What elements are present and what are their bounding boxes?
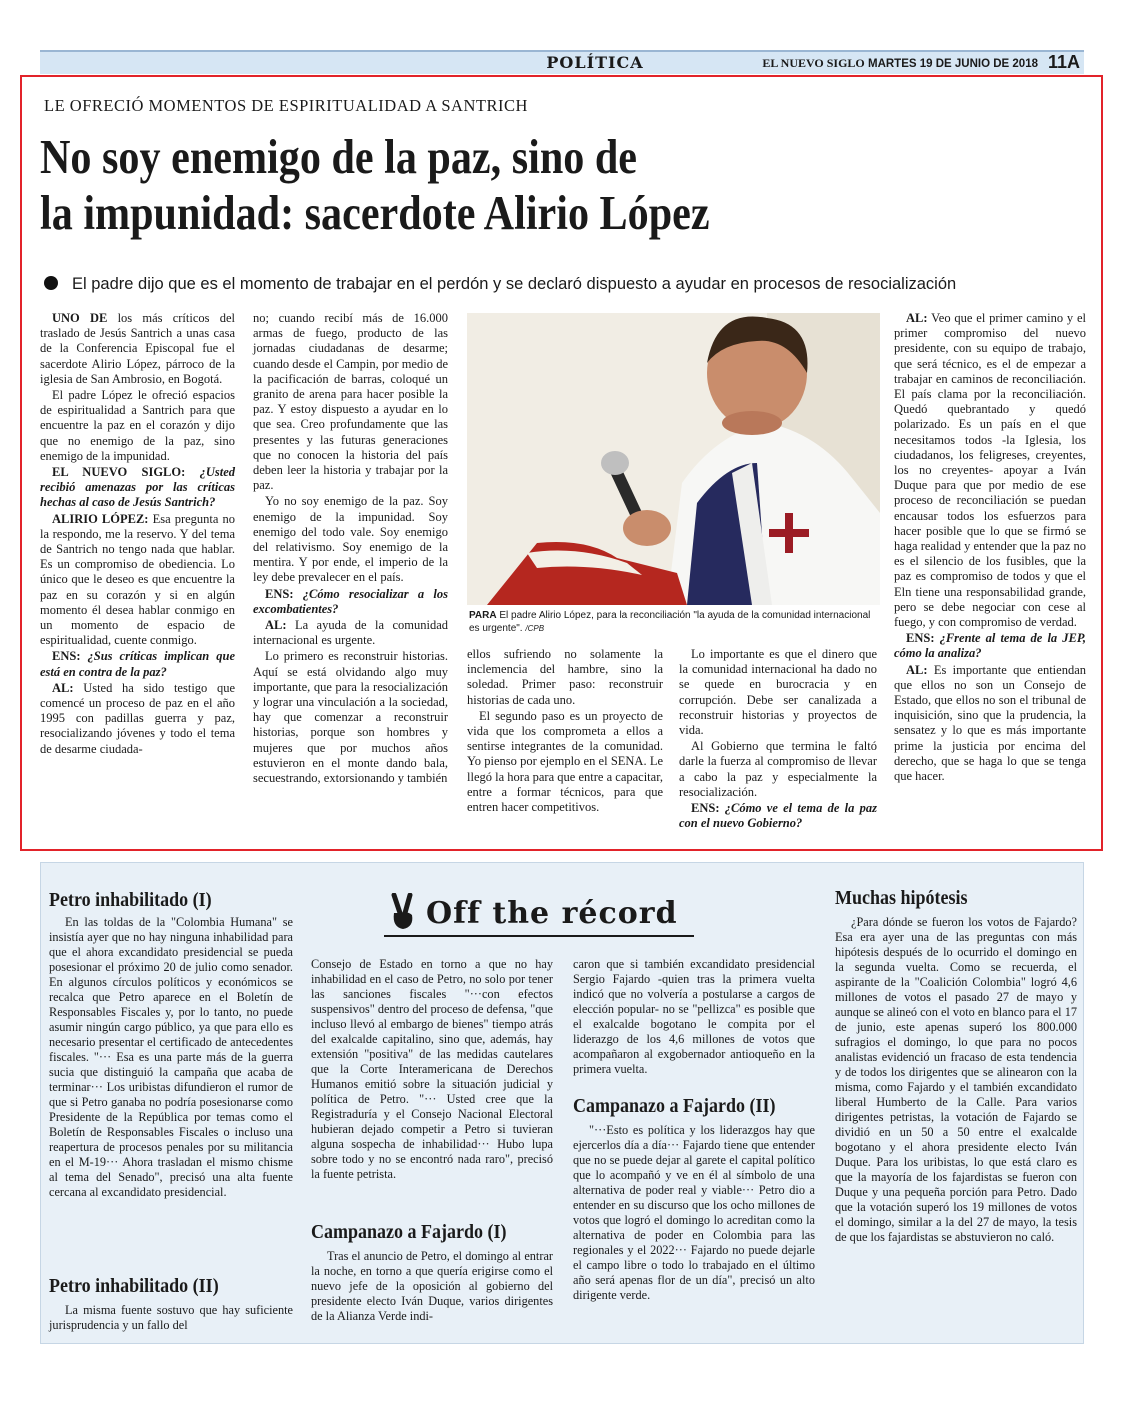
paragraph: Yo no soy enemigo de la paz. Soy enemigo de la impunidad. Soy enemigo del todo vale. Soy enemigo del relativismo. Soy enemigo de la mentira. Y por ende, el imperio de la ley debe prevalecer en el país. bbox=[253, 494, 448, 585]
question-text: ¿Usted recibió amenazas por las críticas hechas al caso de Jesús Santrich? bbox=[40, 465, 235, 510]
question-text: ¿Cómo ve el tema de la paz con el nuevo Gobierno? bbox=[679, 801, 878, 831]
article-column-3 bbox=[467, 647, 663, 816]
subhead-text: El padre dijo que es el momento de trabajar en el perdón y se declaró dispuesto a ayudar en procesos de resocialización bbox=[72, 275, 957, 293]
paragraph: ellos sufriendo no solamente la inclemencia del hambre, sino la soledad. Primer paso: reconstruir historias de cada uno. bbox=[467, 647, 663, 707]
article-column-4 bbox=[679, 647, 877, 832]
caption-text: El padre Alirio López, para la reconciliación "la ayuda de la comunidad internacional es urgente". bbox=[469, 610, 871, 634]
answer bbox=[894, 311, 1086, 630]
priest-photo bbox=[467, 313, 880, 605]
speaker-label: ENS: bbox=[52, 649, 81, 664]
off-the-record-title-text: Off the récord bbox=[426, 896, 678, 931]
paragraph: Al Gobierno que termina le faltó darle la fuerza al compromiso de llevar a cabo la paz y especialmente la resocialización. bbox=[679, 739, 877, 799]
masthead-paper: EL NUEVO SIGLO bbox=[762, 56, 865, 70]
question-text: ¿Sus críticas implican que está en contra de la paz? bbox=[40, 649, 236, 679]
paragraph-text: los más críticos del traslado de Jesús Santrich a unas casa de la Conferencia Episcopal fue el sacerdote Alirio López, párroco de la iglesia de San Ambrosio, en Bogotá. bbox=[40, 311, 235, 386]
main-article bbox=[20, 75, 1103, 851]
speaker-label: AL: bbox=[52, 680, 74, 695]
speaker-label: EL NUEVO SIGLO: bbox=[52, 465, 186, 480]
lead-in: UNO DE bbox=[52, 311, 108, 325]
speaker-label: ENS: bbox=[691, 801, 720, 816]
otr-column-1 bbox=[49, 915, 293, 1200]
answer bbox=[894, 663, 1086, 785]
article-column-5 bbox=[894, 311, 1086, 785]
section-name: POLÍTICA bbox=[546, 53, 644, 72]
peace-hand-icon bbox=[388, 893, 418, 936]
headline-line-2: la impunidad: sacerdote Alirio López bbox=[40, 185, 710, 240]
paragraph bbox=[40, 311, 235, 387]
otr-column-3-continued bbox=[573, 1123, 815, 1303]
speaker-label: ENS: bbox=[265, 586, 294, 601]
otr-paragraph: "···Esto es política y los liderazgos hay que ejercerlos día a día··· Fajardo tiene que entender que no se puede dejar al garete el capital político que lo acompañó y ve en él al símbolo de una alternativa de poder real y viable··· Petro dio a entender en su discurso que los ocho millones de votos que logró el domingo lo acreditan como la alternativa de poder en Colombia para las regionales y el 2022··· Fajardo no puede dejarle el campo libre o todo lo trabajado en el último año será apenas flor de un día", precisó un alto dirigente verde. bbox=[573, 1123, 815, 1302]
otr-column-3 bbox=[573, 957, 815, 1077]
otr-column-2 bbox=[311, 957, 553, 1182]
answer bbox=[40, 512, 235, 649]
question bbox=[253, 587, 448, 617]
otr-paragraph: Consejo de Estado en torno a que no hay inhabilidad en el caso de Petro, no solo por tener las sanciones fiscales "···con efectos suspensivos" dentro del proceso de defensa, "que incluso llevó al embargo de bienes" tiempo atrás del exalcalde capitalino, sino que, además, hay extensión "positiva" de las medidas cautelares que la Corte Interamericana de Derechos Humanos emitió sobre la situación judicial y política de Petro. "··· Usted cree que la Registraduría y el Consejo Nacional Electoral hubieran dejado competir a Petro si tuvieran alguna sospecha de inhabilidad··· Hubo lupa sobre todo y no se encontró nada raro", precisó la fuente petrista. bbox=[311, 957, 553, 1181]
otr-paragraph: En las toldas de la "Colombia Humana" se insistía ayer que no hay ninguna inhabilidad para que el ahora excandidato presidencial se pueda posesionar el próximo 20 de julio como senador. En algunos círculos políticos y económicos se recalca que Petro aparece en el Boletín de Responsables Fiscales y, por lo tanto, no puede asumir ningún cargo público, ya que para ello es necesario presentar el certificado de antecedentes fiscales. "··· Esa es una parte más de la guerra sucia que distinguió la campaña que acaba de terminar··· Los uribistas difundieron el rumor de que si Petro ganaba no podría posesionarse como Presidente de la República por temas como el Boletín de Responsables Fiscales o incluso una reapertura de procesos penales por su militancia en el M-19··· Ahora trasladan el mismo chisme al tema del Senado", precisó una alta fuente cercana al excandidato presidencial. bbox=[49, 915, 293, 1199]
speaker-label: ALIRIO LÓPEZ: bbox=[52, 511, 149, 526]
page-header bbox=[40, 50, 1084, 74]
question bbox=[679, 801, 877, 831]
otr-heading: Campanazo a Fajardo (II) bbox=[573, 1095, 776, 1117]
photo-credit: /CPB bbox=[525, 624, 545, 633]
article-column-2 bbox=[253, 311, 448, 787]
speaker-label: AL: bbox=[906, 662, 928, 677]
masthead-date bbox=[762, 56, 1038, 71]
paragraph: Lo primero es reconstruir historias. Aquí se está olvidando algo muy importante, que para la resocialización y lograr una vinculación a la sociedad, hay que comenzar a reconstruir historias, porque son hombres y mujeres que por muchos años estuvieron en el monte dando bala, secuestrando, extorsionando y también bbox=[253, 649, 448, 786]
otr-heading: Petro inhabilitado (II) bbox=[49, 1275, 219, 1297]
bullet-dot-icon bbox=[44, 276, 58, 290]
question-text: ¿Cómo resocializar a los excombatientes? bbox=[253, 586, 449, 616]
otr-paragraph: ¿Para dónde se fueron los votos de Fajardo? Esa era ayer una de las preguntas con más hipótesis después de lo ocurrido el domingo en la segunda vuelta. Como se recuerda, el aspirante de la "Coalición Colombia" logró 4,6 millones de votos el pasado 27 de mayo y aunque se alineó con el voto en blanco para el 17 de junio, este apenas superó los 800.000 sufragios el domingo, lo que para no pocos analistas evidenció un fracaso de esta tendencia y de todos los dirigentes que se alinearon con la misma, como Fajardo y el también excandidato liberal Humberto de la Calle. Para varios dirigentes petristas, la votación de Fajardo se dividió en un 50 a 50 entre el exalcalde bogotano y el ahora presidente electo Iván Duque. Para los uribistas, lo que está claro es que la mayoría de los fajardistas se fueron con Duque y una pequeña porción para Petro. Dado que la votación superó los 19 millones de votos el domingo, similar a la del 27 de mayo, la tesis de que los fajardistas se abstuvieron no caló. bbox=[835, 915, 1077, 1244]
answer bbox=[40, 681, 235, 757]
answer-text: Esa pregunta no la respondo, me la reservo. Y del tema de Santrich no tengo nada que hablar. Es un compromiso de obediencia. Lo único que le deseo es que encuentre la paz en su corazón y si en algún momento él desea hablar conmigo en un momento de espacio de espiritualidad, cuente conmigo. bbox=[40, 511, 236, 648]
speaker-label: AL: bbox=[265, 618, 287, 633]
article-column-1 bbox=[40, 311, 235, 758]
photo-caption bbox=[469, 609, 881, 635]
priest-illustration bbox=[467, 313, 880, 605]
paragraph: Lo importante es que el dinero que la comunidad internacional ha dado no se quede en burocracia y en corrupción. Debe ser canalizada a reconstruir historias y proyectos de vida. bbox=[679, 647, 877, 738]
caption-lead: PARA bbox=[469, 610, 497, 621]
article-headline bbox=[40, 129, 866, 241]
otr-heading: Petro inhabilitado (I) bbox=[49, 889, 212, 911]
otr-column-2-continued bbox=[311, 1249, 553, 1324]
otr-paragraph: La misma fuente sostuvo que hay suficiente jurisprudencia y un fallo del bbox=[49, 1303, 293, 1332]
paragraph: El padre López le ofreció espacios de espiritualidad a Santrich para que encuentre la paz en el corazón y dijo que no enemigo de la paz, sino enemigo de la impunidad. bbox=[40, 388, 235, 463]
paragraph: El segundo paso es un proyecto de vida que los comprometa a ellos a sentirse integrantes de la comunidad. Yo pienso por ejemplo en el SENA. Le llegó la hora para que entre a capacitar, entre a formar técnicos, para que entren hacer competitivos. bbox=[467, 708, 663, 815]
otr-heading: Campanazo a Fajardo (I) bbox=[311, 1221, 507, 1243]
question-text: ¿Frente al tema de la JEP, cómo la analiza? bbox=[894, 631, 1086, 661]
answer-text: Usted ha sido testigo que comencé un proceso de paz en el año 1995 con padillas guerra y paz, resocializando jóvenes y todo el tema de desarme ciudada- bbox=[40, 680, 235, 756]
question bbox=[40, 649, 235, 679]
answer bbox=[253, 618, 448, 648]
masthead-date-text: MARTES 19 DE JUNIO DE 2018 bbox=[867, 58, 1038, 70]
otr-paragraph: caron que si también excandidato presidencial Sergio Fajardo -quien tras la primera vuelta indicó que no volvería a postularse a cargos de elección popular- no se "pellizca" es posible que el exalcalde bogotano le compita por el liderazgo de los 4,6 millones de votos que acompañaron al exgobernador antioqueño en la primera vuelta. bbox=[573, 957, 815, 1076]
otr-heading: Muchas hipótesis bbox=[835, 887, 968, 909]
otr-paragraph: Tras el anuncio de Petro, el domingo al entrar la noche, en torno a que quería erigirse como el nuevo jefe de la oposición al gobierno del presidente electo Iván Duque, varios dirigentes de la Alianza Verde indi- bbox=[311, 1249, 553, 1323]
page-number: 11A bbox=[1047, 52, 1080, 72]
headline-line-1: No soy enemigo de la paz, sino de bbox=[40, 129, 638, 184]
answer-text: Es importante que entiendan que ellos no son un Consejo de Estado, que ellos no son el tribunal de inquisición, sino que la prudencia, la sensatez y lo que es más importante prime la justicia por encima del derecho, que se haga lo que se tenga que hacer. bbox=[894, 662, 1086, 784]
otr-column-1-continued bbox=[49, 1303, 293, 1333]
off-the-record-box bbox=[40, 862, 1084, 1344]
speaker-label: AL: bbox=[906, 311, 928, 325]
article-kicker: LE OFRECIÓ MOMENTOS DE ESPIRITUALIDAD A SANTRICH bbox=[44, 96, 528, 115]
article-subhead bbox=[44, 275, 956, 294]
otr-column-4 bbox=[835, 915, 1077, 1245]
question bbox=[894, 631, 1086, 661]
off-the-record-title bbox=[384, 891, 694, 937]
question bbox=[40, 465, 235, 511]
paragraph: no; cuando recibí más de 16.000 armas de fuego, producto de las jornadas ciudadanas de desarme; cuando desde el Campin, por medio de la pacificación de barras, coloqué un granito de arena para hacer posible la paz. Y estoy dispuesto a ayudar en lo que sea. Creo profundamente que las presentes y las futuras generaciones que no conocen la historia del país deben leer la historia y trabajar por la paz. bbox=[253, 311, 448, 493]
answer-text: Veo que el primer camino y el primer compromiso del nuevo presidente, con su equipo de trabajo, que será técnico, es el de empezar a trabajar en caminos de reconciliación. El país clama por la reconciliación. Quedó quebrantado y quedó polarizado. Es un país en el que necesitamos todos -la Iglesia, los ciudadanos, los feligreses, creyentes, los no creyentes- apoyar a Iván Duque para que por medio de ese proceso de reconciliación se puedan encausar todos los esfuerzos para hacer posible que lo que se firmó se haga realidad y entender que la paz no es el silencio de los fusibles, que la paz es compromiso de todos y que el Eln tiene una responsabilidad grande, pero se debe negociar con cese al fuego, y con compromiso de verdad. bbox=[894, 311, 1086, 630]
speaker-label: ENS: bbox=[906, 631, 935, 646]
answer-text: La ayuda de la comunidad internacional es urgente. bbox=[253, 618, 448, 648]
